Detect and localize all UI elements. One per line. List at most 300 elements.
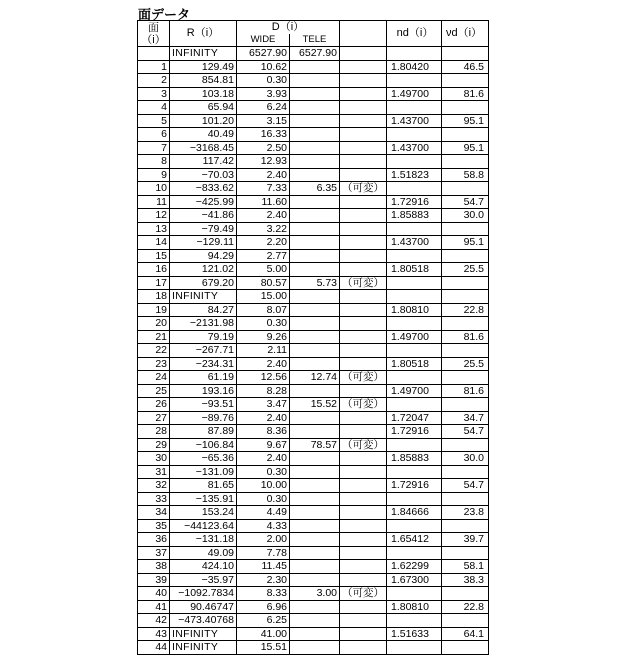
cell-vd	[442, 276, 489, 290]
cell-radius: −234.31	[170, 357, 237, 371]
cell-d-wide: 15.51	[237, 641, 290, 655]
cell-vd: 22.8	[442, 600, 489, 614]
cell-d-wide: 15.00	[237, 290, 290, 304]
cell-d-tele	[290, 600, 340, 614]
cell-d-wide: 2.00	[237, 533, 290, 547]
cell-nd	[387, 344, 442, 358]
table-row	[138, 74, 489, 88]
cell-d-wide: 10.00	[237, 479, 290, 493]
table-row	[138, 141, 489, 155]
cell-d-wide: 8.07	[237, 303, 290, 317]
cell-radius: −2131.98	[170, 317, 237, 331]
cell-variable	[340, 155, 387, 169]
cell-d-tele	[290, 384, 340, 398]
cell-variable: （可変）	[340, 438, 387, 452]
cell-vd: 54.7	[442, 479, 489, 493]
cell-surface: 44	[138, 641, 170, 655]
table-row	[138, 546, 489, 560]
cell-variable	[340, 384, 387, 398]
cell-vd	[442, 249, 489, 263]
cell-surface: 32	[138, 479, 170, 493]
cell-d-wide: 7.33	[237, 182, 290, 196]
table-row	[138, 87, 489, 101]
cell-vd	[442, 371, 489, 385]
table-row	[138, 479, 489, 493]
cell-surface: 8	[138, 155, 170, 169]
cell-d-wide: 6527.90	[237, 47, 290, 61]
cell-vd	[442, 317, 489, 331]
cell-d-wide: 9.26	[237, 330, 290, 344]
cell-radius: 117.42	[170, 155, 237, 169]
cell-nd: 1.43700	[387, 114, 442, 128]
header-tele: TELE	[290, 34, 340, 47]
cell-d-tele	[290, 425, 340, 439]
cell-variable	[340, 141, 387, 155]
cell-variable: （可変）	[340, 276, 387, 290]
table-row	[138, 249, 489, 263]
cell-radius: 679.20	[170, 276, 237, 290]
cell-radius: −41.86	[170, 209, 237, 223]
cell-radius: 94.29	[170, 249, 237, 263]
cell-surface: 15	[138, 249, 170, 263]
cell-d-tele	[290, 411, 340, 425]
cell-d-tele	[290, 209, 340, 223]
cell-variable	[340, 344, 387, 358]
cell-d-tele: 3.00	[290, 587, 340, 601]
cell-variable	[340, 263, 387, 277]
cell-variable	[340, 87, 387, 101]
cell-d-wide: 12.56	[237, 371, 290, 385]
cell-vd	[442, 344, 489, 358]
cell-surface: 2	[138, 74, 170, 88]
cell-d-tele	[290, 506, 340, 520]
cell-d-tele	[290, 114, 340, 128]
cell-radius: −79.49	[170, 222, 237, 236]
cell-d-wide: 9.67	[237, 438, 290, 452]
cell-vd	[442, 101, 489, 115]
cell-nd: 1.51633	[387, 627, 442, 641]
cell-nd: 1.62299	[387, 560, 442, 574]
cell-vd	[442, 155, 489, 169]
cell-radius: −1092.7834	[170, 587, 237, 601]
cell-d-tele	[290, 533, 340, 547]
cell-surface: 9	[138, 168, 170, 182]
cell-d-tele	[290, 60, 340, 74]
cell-variable: （可変）	[340, 371, 387, 385]
cell-nd: 1.80420	[387, 60, 442, 74]
object-row	[138, 47, 489, 61]
header-radius: R（i）	[170, 21, 237, 47]
cell-d-tele	[290, 627, 340, 641]
cell-d-wide: 12.93	[237, 155, 290, 169]
table-row	[138, 425, 489, 439]
cell-variable	[340, 74, 387, 88]
cell-d-tele	[290, 452, 340, 466]
cell-d-tele	[290, 249, 340, 263]
cell-d-wide: 41.00	[237, 627, 290, 641]
cell-nd: 1.72916	[387, 195, 442, 209]
cell-d-wide: 16.33	[237, 128, 290, 142]
cell-surface: 20	[138, 317, 170, 331]
cell-radius: −35.97	[170, 573, 237, 587]
cell-d-tele	[290, 546, 340, 560]
cell-vd: 64.1	[442, 627, 489, 641]
cell-radius: 79.19	[170, 330, 237, 344]
cell-nd: 1.85883	[387, 452, 442, 466]
cell-surface: 37	[138, 546, 170, 560]
cell-d-wide: 5.00	[237, 263, 290, 277]
cell-d-wide: 2.40	[237, 411, 290, 425]
cell-radius: −473.40768	[170, 614, 237, 628]
cell-d-wide: 2.20	[237, 236, 290, 250]
cell-surface: 21	[138, 330, 170, 344]
table-row	[138, 506, 489, 520]
table-row	[138, 209, 489, 223]
table-row	[138, 614, 489, 628]
cell-variable	[340, 452, 387, 466]
table-row	[138, 155, 489, 169]
cell-vd: 54.7	[442, 195, 489, 209]
cell-variable	[340, 168, 387, 182]
cell-d-tele	[290, 101, 340, 115]
table-row	[138, 465, 489, 479]
cell-radius: 87.89	[170, 425, 237, 439]
table-row	[138, 290, 489, 304]
cell-radius: −131.18	[170, 533, 237, 547]
cell-d-tele	[290, 74, 340, 88]
cell-d-tele	[290, 465, 340, 479]
cell-radius: −106.84	[170, 438, 237, 452]
cell-surface: 31	[138, 465, 170, 479]
cell-surface: 19	[138, 303, 170, 317]
cell-surface: 36	[138, 533, 170, 547]
header-surface-line1: 面	[140, 22, 167, 34]
cell-radius: −89.76	[170, 411, 237, 425]
cell-vd: 54.7	[442, 425, 489, 439]
cell-surface: 35	[138, 519, 170, 533]
cell-d-wide: 3.15	[237, 114, 290, 128]
cell-radius: −129.11	[170, 236, 237, 250]
cell-d-tele: 15.52	[290, 398, 340, 412]
cell-surface: 12	[138, 209, 170, 223]
cell-variable: （可変）	[340, 182, 387, 196]
cell-surface: 14	[138, 236, 170, 250]
cell-nd	[387, 641, 442, 655]
cell-variable: （可変）	[340, 587, 387, 601]
cell-surface: 34	[138, 506, 170, 520]
cell-variable	[340, 128, 387, 142]
cell-nd	[387, 182, 442, 196]
cell-surface: 22	[138, 344, 170, 358]
cell-d-tele	[290, 317, 340, 331]
cell-variable	[340, 573, 387, 587]
cell-radius: −70.03	[170, 168, 237, 182]
cell-vd	[442, 519, 489, 533]
cell-surface: 10	[138, 182, 170, 196]
cell-nd: 1.49700	[387, 87, 442, 101]
cell-radius: 65.94	[170, 101, 237, 115]
cell-surface: 43	[138, 627, 170, 641]
table-title: 面データ	[138, 4, 190, 23]
cell-surface: 5	[138, 114, 170, 128]
cell-nd	[387, 587, 442, 601]
cell-variable	[340, 506, 387, 520]
cell-vd	[442, 222, 489, 236]
cell-d-tele: 78.57	[290, 438, 340, 452]
cell-radius: 101.20	[170, 114, 237, 128]
cell-d-wide: 2.50	[237, 141, 290, 155]
cell-surface: 13	[138, 222, 170, 236]
cell-d-wide: 8.28	[237, 384, 290, 398]
cell-d-wide: 8.33	[237, 587, 290, 601]
cell-d-wide: 3.47	[237, 398, 290, 412]
cell-surface: 41	[138, 600, 170, 614]
cell-vd: 81.6	[442, 87, 489, 101]
cell-variable	[340, 330, 387, 344]
cell-radius: 121.02	[170, 263, 237, 277]
cell-nd: 1.85883	[387, 209, 442, 223]
cell-surface: 33	[138, 492, 170, 506]
cell-d-tele	[290, 560, 340, 574]
table-row	[138, 168, 489, 182]
header-variable-blank	[340, 21, 387, 47]
cell-variable	[340, 479, 387, 493]
cell-d-tele: 6527.90	[290, 47, 340, 61]
cell-vd: 81.6	[442, 330, 489, 344]
cell-d-tele	[290, 128, 340, 142]
cell-d-wide: 4.49	[237, 506, 290, 520]
table-row	[138, 587, 489, 601]
cell-radius: 854.81	[170, 74, 237, 88]
cell-d-wide: 2.40	[237, 452, 290, 466]
cell-vd: 58.1	[442, 560, 489, 574]
cell-radius: −65.36	[170, 452, 237, 466]
cell-vd	[442, 128, 489, 142]
cell-variable	[340, 533, 387, 547]
table-row	[138, 101, 489, 115]
table-row	[138, 452, 489, 466]
cell-vd	[442, 587, 489, 601]
table-row	[138, 560, 489, 574]
cell-d-wide: 0.30	[237, 492, 290, 506]
cell-d-tele	[290, 614, 340, 628]
cell-radius: 90.46747	[170, 600, 237, 614]
cell-d-tele: 5.73	[290, 276, 340, 290]
cell-surface: 30	[138, 452, 170, 466]
cell-nd: 1.67300	[387, 573, 442, 587]
cell-surface: 27	[138, 411, 170, 425]
cell-nd	[387, 74, 442, 88]
cell-vd: 81.6	[442, 384, 489, 398]
header-wide: WIDE	[237, 34, 290, 47]
cell-d-wide: 2.40	[237, 209, 290, 223]
header-distance: D（i）	[237, 21, 340, 34]
cell-variable	[340, 492, 387, 506]
cell-d-wide: 2.40	[237, 168, 290, 182]
cell-variable	[340, 411, 387, 425]
cell-variable: （可変）	[340, 398, 387, 412]
cell-nd	[387, 101, 442, 115]
cell-d-tele	[290, 303, 340, 317]
header-vd: νd（i）	[442, 21, 489, 47]
cell-surface: 40	[138, 587, 170, 601]
cell-variable	[340, 600, 387, 614]
cell-nd	[387, 276, 442, 290]
cell-variable	[340, 465, 387, 479]
cell-nd: 1.80518	[387, 263, 442, 277]
cell-variable	[340, 47, 387, 61]
cell-vd	[442, 438, 489, 452]
cell-variable	[340, 317, 387, 331]
cell-vd	[442, 492, 489, 506]
cell-d-wide: 0.30	[237, 317, 290, 331]
header-surface	[138, 21, 170, 47]
table-row	[138, 573, 489, 587]
cell-d-wide: 3.93	[237, 87, 290, 101]
cell-d-tele	[290, 330, 340, 344]
cell-nd: 1.72916	[387, 479, 442, 493]
cell-vd: 95.1	[442, 236, 489, 250]
table-row	[138, 600, 489, 614]
cell-vd: 22.8	[442, 303, 489, 317]
table-row	[138, 182, 489, 196]
cell-vd: 38.3	[442, 573, 489, 587]
table-row	[138, 438, 489, 452]
cell-radius: −3168.45	[170, 141, 237, 155]
cell-variable	[340, 195, 387, 209]
cell-radius: 193.16	[170, 384, 237, 398]
cell-radius: 129.49	[170, 60, 237, 74]
cell-radius: 81.65	[170, 479, 237, 493]
cell-d-wide: 11.45	[237, 560, 290, 574]
cell-variable	[340, 614, 387, 628]
cell-vd: 23.8	[442, 506, 489, 520]
cell-vd	[442, 47, 489, 61]
cell-variable	[340, 627, 387, 641]
cell-nd: 1.65412	[387, 533, 442, 547]
cell-surface: 23	[138, 357, 170, 371]
cell-radius: 61.19	[170, 371, 237, 385]
table-row	[138, 627, 489, 641]
table-row	[138, 411, 489, 425]
cell-d-tele	[290, 155, 340, 169]
cell-surface: 6	[138, 128, 170, 142]
cell-nd: 1.51823	[387, 168, 442, 182]
cell-d-tele	[290, 492, 340, 506]
header-nd: nd（i）	[387, 21, 442, 47]
cell-d-wide: 80.57	[237, 276, 290, 290]
cell-d-tele	[290, 641, 340, 655]
cell-radius: −135.91	[170, 492, 237, 506]
cell-d-tele: 6.35	[290, 182, 340, 196]
cell-nd	[387, 438, 442, 452]
cell-nd	[387, 290, 442, 304]
cell-d-tele	[290, 357, 340, 371]
cell-vd	[442, 398, 489, 412]
table-row	[138, 533, 489, 547]
cell-d-wide: 2.40	[237, 357, 290, 371]
cell-radius: 84.27	[170, 303, 237, 317]
cell-vd: 34.7	[442, 411, 489, 425]
cell-vd: 30.0	[442, 209, 489, 223]
table-row	[138, 641, 489, 655]
cell-variable	[340, 425, 387, 439]
cell-d-tele	[290, 222, 340, 236]
cell-nd	[387, 614, 442, 628]
cell-nd	[387, 249, 442, 263]
cell-d-tele	[290, 263, 340, 277]
table-row	[138, 276, 489, 290]
table-row	[138, 128, 489, 142]
cell-variable	[340, 560, 387, 574]
cell-vd	[442, 641, 489, 655]
cell-variable	[340, 357, 387, 371]
cell-vd	[442, 465, 489, 479]
cell-surface: 16	[138, 263, 170, 277]
cell-nd: 1.72047	[387, 411, 442, 425]
cell-surface: 4	[138, 101, 170, 115]
header-surface-line2: （i）	[140, 34, 167, 46]
cell-variable	[340, 290, 387, 304]
cell-d-wide: 6.25	[237, 614, 290, 628]
cell-vd: 30.0	[442, 452, 489, 466]
cell-surface: 25	[138, 384, 170, 398]
cell-vd: 95.1	[442, 114, 489, 128]
cell-radius: −93.51	[170, 398, 237, 412]
cell-surface: 1	[138, 60, 170, 74]
table-row	[138, 317, 489, 331]
cell-nd	[387, 128, 442, 142]
cell-vd: 46.5	[442, 60, 489, 74]
cell-vd: 39.7	[442, 533, 489, 547]
cell-variable	[340, 101, 387, 115]
cell-d-wide: 4.33	[237, 519, 290, 533]
table-row	[138, 519, 489, 533]
cell-d-tele	[290, 290, 340, 304]
cell-nd	[387, 371, 442, 385]
cell-vd: 25.5	[442, 263, 489, 277]
cell-d-tele	[290, 195, 340, 209]
cell-surface: 42	[138, 614, 170, 628]
cell-d-tele	[290, 344, 340, 358]
table-row	[138, 195, 489, 209]
cell-surface: 38	[138, 560, 170, 574]
cell-nd	[387, 398, 442, 412]
cell-nd: 1.72916	[387, 425, 442, 439]
cell-nd	[387, 519, 442, 533]
cell-d-tele	[290, 87, 340, 101]
cell-radius: 153.24	[170, 506, 237, 520]
cell-surface: 11	[138, 195, 170, 209]
table-row	[138, 344, 489, 358]
table-row	[138, 60, 489, 74]
cell-radius: −425.99	[170, 195, 237, 209]
cell-d-wide: 11.60	[237, 195, 290, 209]
cell-radius: 424.10	[170, 560, 237, 574]
table-row	[138, 398, 489, 412]
cell-radius: INFINITY	[170, 290, 237, 304]
cell-radius: INFINITY	[170, 627, 237, 641]
cell-variable	[340, 519, 387, 533]
table-row	[138, 236, 489, 250]
cell-variable	[340, 114, 387, 128]
cell-surface: 7	[138, 141, 170, 155]
cell-d-wide: 10.62	[237, 60, 290, 74]
table-row	[138, 222, 489, 236]
cell-nd	[387, 155, 442, 169]
header-row	[138, 21, 489, 34]
cell-d-tele	[290, 479, 340, 493]
